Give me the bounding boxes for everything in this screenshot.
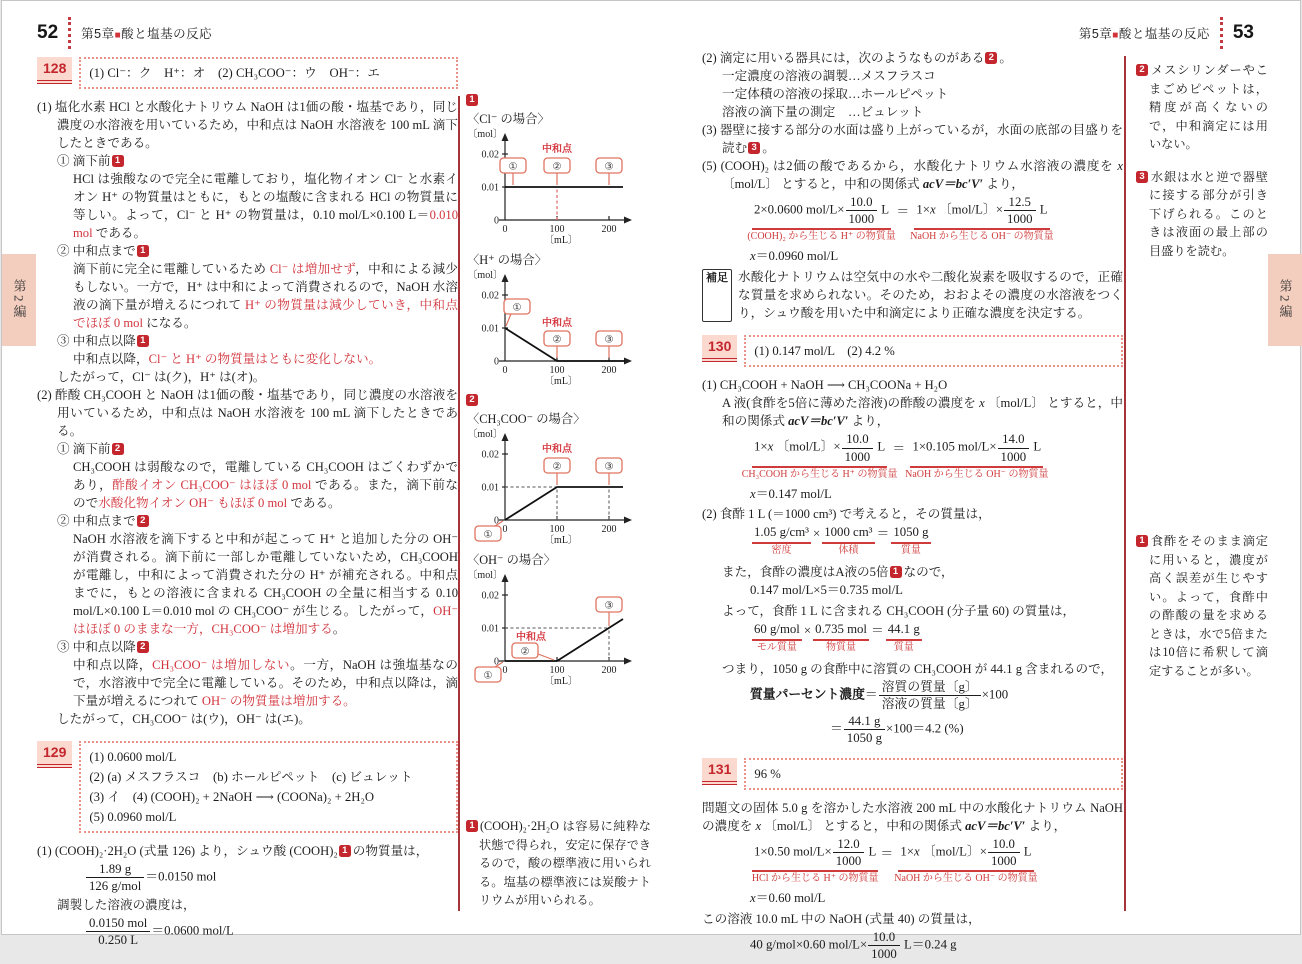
formula: x＝0.60 mol/L bbox=[750, 891, 826, 906]
page-number-left: 52 bbox=[37, 22, 59, 43]
answer-line: (5) 0.0960 mol/L bbox=[89, 810, 177, 824]
formula: 質量パーセント濃度＝ $\frac{\text{溶質の質量〔g〕}}{\text{溶液の質量〔g〕}}$ ×100 bbox=[750, 679, 1009, 712]
svg-text:0: 0 bbox=[502, 524, 508, 535]
callout-balloon bbox=[596, 331, 622, 358]
note-marker-icon: 2 bbox=[137, 515, 149, 527]
svg-text:②: ② bbox=[520, 646, 530, 658]
svg-text:②: ② bbox=[552, 161, 562, 173]
neutral-point-label: 中和点 bbox=[542, 444, 572, 455]
graph-ch3coo-chart bbox=[465, 428, 647, 546]
formula: 0.147 mol/L×5＝0.735 mol/L bbox=[750, 583, 903, 598]
textbook-spread bbox=[1, 0, 1301, 961]
solution-paragraph: 中和点以降，CH₃COO⁻ は増加しない。一方，NaOH は強塩基なので，水溶液中で完全に電離している。そのため，中和点以降は，滴下量が増えるにつれて OH⁻ の物質量は増加する。 bbox=[73, 658, 458, 708]
answer-box bbox=[744, 335, 1123, 367]
solution-paragraph: つまり，1050 g の食酢中に溶質の CH₃COOH が 44.1 g 含まれるので， bbox=[722, 661, 1114, 676]
svg-text:100: 100 bbox=[549, 524, 565, 535]
callout-balloon bbox=[500, 158, 526, 185]
note-marker-icon: 1 bbox=[890, 566, 902, 578]
svg-text:〔mL〕: 〔mL〕 bbox=[544, 676, 578, 687]
column-rule-left bbox=[458, 96, 460, 911]
problem-131-answer bbox=[702, 758, 1123, 790]
edition-tab-right: 第2編 bbox=[1268, 254, 1302, 346]
note-marker-icon: 1 bbox=[466, 94, 478, 106]
answer-line: (2) (a) メスフラスコ (b) ホールピペット (c) ビュレット bbox=[89, 770, 413, 784]
note-marker-icon: 1 bbox=[137, 335, 149, 347]
answer-line: (1) Cl⁻：ク H⁺：オ (2) CH₃COO⁻：ウ OH⁻：エ bbox=[89, 66, 380, 80]
solution-paragraph: (1) 塩化水素 HCl と水酸化ナトリウム NaOH は1価の酸・塩基であり，同じ濃度の水溶液を用いているため，中和点は NaOH 水溶液を 100 mL 滴下したときである。 bbox=[37, 100, 458, 150]
chapter-title-right: 第5章■酸と塩基の反応 bbox=[1078, 27, 1210, 41]
supplement-label: 補足 bbox=[702, 269, 732, 322]
svg-text:0: 0 bbox=[502, 665, 508, 676]
right-margin-column bbox=[1135, 61, 1268, 680]
left-main-column bbox=[37, 57, 458, 950]
left-page-header bbox=[37, 17, 212, 49]
solution-paragraph: 調製した溶液の濃度は， bbox=[57, 898, 196, 913]
formula: x＝0.0960 mol/L bbox=[750, 249, 839, 264]
svg-text:0: 0 bbox=[494, 215, 499, 227]
neutral-point-label: 中和点 bbox=[542, 144, 572, 155]
svg-text:200: 200 bbox=[601, 665, 617, 676]
supplement-note bbox=[702, 268, 1123, 322]
solution-conclusion: したがって，CH₃COO⁻ は(ウ)，OH⁻ は(エ)。 bbox=[57, 712, 311, 726]
svg-text:0: 0 bbox=[494, 356, 499, 368]
svg-text:〔mol〕: 〔mol〕 bbox=[467, 570, 503, 581]
neutral-point-label: 中和点 bbox=[542, 318, 572, 329]
problem-number-badge: 130 bbox=[702, 335, 737, 362]
solution-paragraph: HCl は強酸なので完全に電離しており，塩化物イオン Cl⁻ と水素イオン H⁺ の物質量はともに，もとの塩酸に含まれる HCl の物質量に等しい。よって，Cl⁻ と H⁺ の物質量は，0.10 mol/L×0.100 L＝0.010 mol である。 bbox=[73, 172, 458, 240]
note-marker-icon: 2 bbox=[985, 52, 997, 64]
callout-balloon bbox=[596, 158, 622, 185]
svg-text:200: 200 bbox=[601, 524, 617, 535]
solution-step-heading: ① 滴下前 1 bbox=[37, 152, 458, 170]
graph-cl-chart bbox=[465, 128, 647, 246]
header-divider-icon bbox=[1220, 17, 1223, 49]
svg-text:①: ① bbox=[512, 302, 522, 314]
svg-text:〔mL〕: 〔mL〕 bbox=[544, 535, 578, 546]
graph-oh-chart bbox=[465, 569, 647, 687]
svg-text:0.01: 0.01 bbox=[481, 623, 499, 635]
svg-text:0: 0 bbox=[494, 515, 499, 527]
graph-title: 〈H⁺ の場合〉 bbox=[467, 253, 547, 267]
right-main-column bbox=[702, 49, 1123, 964]
graph-title: 〈CH₃COO⁻ の場合〉 bbox=[467, 412, 586, 426]
solution-paragraph: この溶液 10.0 mL 中の NaOH (式量 40) の質量は， bbox=[702, 911, 981, 926]
problem-number-badge: 129 bbox=[37, 741, 72, 768]
answer-line: (3) イ (4) (COOH)₂ + 2NaOH ⟶ (COONa)₂ + 2H₂O bbox=[89, 790, 375, 804]
note-marker-icon: 2 bbox=[466, 394, 478, 406]
note-marker-icon: 1 bbox=[1136, 535, 1148, 547]
chapter-title-left: 第5章■酸と塩基の反応 bbox=[81, 27, 213, 41]
right-page-header bbox=[702, 17, 1254, 49]
callout-balloon bbox=[596, 458, 622, 485]
callout-balloon bbox=[504, 299, 530, 326]
answer-line: 96 % bbox=[754, 767, 781, 782]
problem-number-badge: 131 bbox=[702, 758, 737, 785]
note-marker-icon: 2 bbox=[112, 443, 124, 455]
graph-title: 〈Cl⁻ の場合〉 bbox=[467, 112, 550, 126]
solution-conclusion: したがって，Cl⁻ は(ク)，H⁺ は(オ)。 bbox=[57, 370, 266, 384]
svg-text:0: 0 bbox=[494, 656, 499, 668]
solution-step-heading: ② 中和点まで 2 bbox=[37, 512, 458, 530]
svg-text:③: ③ bbox=[604, 600, 614, 612]
svg-text:③: ③ bbox=[604, 161, 614, 173]
formula: 2×0.0600 mol/L× $\frac{10.0}{1000}$ L (COOH)₂ から生じる H⁺ の物質量 ＝ 1×x 〔mol/L〕× $\frac{12.5}{1000}$ L NaOH から生じる OH⁻ の物質量 bbox=[747, 195, 1054, 243]
solution-paragraph: (2) 酢酸 CH₃COOH と NaOH は1価の酸・塩基であり，同じ濃度の水溶液を用いているため，中和点は NaOH 水溶液を 100 mL 滴下したときである。 bbox=[37, 388, 458, 438]
svg-text:100: 100 bbox=[549, 224, 565, 235]
svg-text:0.02: 0.02 bbox=[481, 149, 499, 161]
formula: 1×x 〔mol/L〕× $\frac{10.0}{1000}$ L CH₃COOH から生じる H⁺ の物質量 ＝ 1×0.105 mol/L× $\frac{14.0}{1000}$ L NaOH から生じる OH⁻ の物質量 bbox=[741, 432, 1049, 480]
svg-text:0: 0 bbox=[502, 365, 508, 376]
solution-step-heading: ③ 中和点以降 2 bbox=[37, 638, 458, 656]
page-number-right: 53 bbox=[1232, 22, 1254, 43]
solution-step-heading: ① 滴下前 2 bbox=[37, 440, 458, 458]
solution-step-heading: ② 中和点まで 1 bbox=[37, 242, 458, 260]
solution-paragraph: A 液(食酢を5倍に薄めた溶液)の酢酸の濃度を x 〔mol/L〕 とすると，中和の関係式 acV＝bc′V′ より， bbox=[722, 396, 1123, 429]
supplement-text: 水酸化ナトリウムは空気中の水や二酸化炭素を吸収するので，正確な質量を求められない。そのため，おおよその濃度の水溶液をつくり，シュウ酸を用いた中和滴定により正確な濃度を決定する。 bbox=[738, 270, 1123, 321]
solution-paragraph: (2) 食酢 1 L (＝1000 cm³) で考えると，その質量は， bbox=[702, 506, 991, 521]
solution-paragraph: 中和点以降，Cl⁻ と H⁺ の物質量はともに変化しない。 bbox=[73, 352, 382, 366]
svg-text:100: 100 bbox=[549, 665, 565, 676]
margin-note: 1 (COOH)₂·2H₂O は容易に純粋な状態で得られ，安定に保存できるので，酸の標準液に用いられる。塩基の標準液には炭酸ナトリウムが用いられる。 bbox=[465, 817, 651, 910]
answer-line: (1) 0.147 mol/L (2) 4.2 % bbox=[754, 344, 895, 359]
solution-paragraph: (1) (COOH)₂·2H₂O (式量 126) より，シュウ酸 (COOH)₂ 1 の物質量は， bbox=[37, 844, 429, 858]
note-marker-icon: 2 bbox=[137, 641, 149, 653]
answer-box bbox=[79, 741, 458, 833]
callout-balloon bbox=[512, 643, 554, 660]
neutral-point-label: 中和点 bbox=[516, 632, 546, 643]
graph-title: 〈OH⁻ の場合〉 bbox=[467, 553, 556, 567]
margin-note: 1 食酢をそのまま滴定に用いると，濃度が高く誤差が生じやすい。よって，食酢中の酢酸の量を求めるときは，水で5倍または10倍に希釈して滴定することが多い。 bbox=[1135, 532, 1268, 680]
callout-balloon bbox=[544, 458, 570, 485]
margin-note: 2 メスシリンダーやこまごめピペットは，精度が高くないので，中和滴定には用いない。 bbox=[1135, 61, 1268, 154]
solution-list-item: 一定体積の溶液の採取…ホールピペット bbox=[722, 87, 949, 101]
svg-text:〔mL〕: 〔mL〕 bbox=[544, 376, 578, 387]
svg-text:200: 200 bbox=[601, 365, 617, 376]
svg-text:①: ① bbox=[508, 161, 518, 173]
note-marker-icon: 1 bbox=[137, 245, 149, 257]
callout-balloon bbox=[544, 158, 570, 185]
solution-paragraph: (2) 滴定に用いる器具には，次のようなものがある 2 。 bbox=[702, 51, 1012, 65]
svg-text:〔mol〕: 〔mol〕 bbox=[467, 270, 503, 281]
callout-balloon bbox=[544, 331, 570, 358]
formula: $\frac{\text{0.0150 mol}}{0.250 L}$ ＝0.0600 mol/L bbox=[37, 916, 458, 947]
solution-paragraph: (1) CH₃COOH + NaOH ⟶ CH₃COONa + H₂O bbox=[702, 378, 948, 393]
problem-130-answer bbox=[702, 335, 1123, 367]
problem-129-answer bbox=[37, 741, 458, 833]
svg-text:0: 0 bbox=[502, 224, 508, 235]
note-marker-icon: 2 bbox=[1136, 64, 1148, 76]
note-marker-icon: 1 bbox=[466, 820, 478, 832]
formula: 40 g/mol×0.60 mol/L× $\frac{10.0}{1000}$ L＝0.24 g bbox=[750, 929, 957, 961]
note-marker-icon: 3 bbox=[1136, 171, 1148, 183]
svg-text:③: ③ bbox=[604, 334, 614, 346]
solution-paragraph: 滴下前に完全に電離しているため Cl⁻ は増加せず，中和による減少もしない。一方で，H⁺ は中和によって消費されるので，NaOH 水溶液の滴下量が増えるにつれて H⁺ の物質量は減少していき，中和点でほぼ 0 mol になる。 bbox=[73, 262, 458, 330]
problem-number-badge: 128 bbox=[37, 57, 72, 84]
graph-h-chart bbox=[465, 269, 647, 387]
formula: 1×0.50 mol/L× $\frac{12.0}{1000}$ L HCl から生じる H⁺ の物質量 ＝ 1×x 〔mol/L〕× $\frac{10.0}{1000}$ L NaOH から生じる OH⁻ の物質量 bbox=[751, 837, 1038, 885]
svg-text:0.02: 0.02 bbox=[481, 290, 499, 302]
solution-paragraph: 問題文の固体 5.0 g を溶かした水溶液 200 mL 中の水酸化ナトリウム NaOH の濃度を x 〔mol/L〕 とすると，中和の関係式 acV＝bc′V′ より， bbox=[702, 801, 1123, 834]
formula: $\frac{1.89 g}{\text{126 g/mol}}$ ＝0.0150 mol bbox=[37, 862, 458, 893]
formula: 1.05 g/cm³ 密度 × 1000 cm³ 体積 ＝ 1050 g 質量 bbox=[754, 524, 929, 557]
svg-text:0.02: 0.02 bbox=[481, 449, 499, 461]
svg-text:〔mol〕: 〔mol〕 bbox=[467, 429, 503, 440]
svg-text:0.01: 0.01 bbox=[481, 482, 499, 494]
callout-balloon bbox=[475, 662, 503, 682]
solution-paragraph: また，食酢の濃度はA液の5倍 1 なので， bbox=[722, 565, 954, 580]
solution-paragraph: (5) (COOH)₂ は2価の酸であるから，水酸化ナトリウム水溶液の濃度を x 〔mol/L〕 とすると，中和の関係式 acV＝bc′V′ より， bbox=[702, 159, 1123, 191]
formula: 60 g/mol モル質量 × 0.735 mol 物質量 ＝ 44.1 g 質量 bbox=[754, 621, 920, 653]
solution-list-item: 溶液の滴下量の測定 …ビュレット bbox=[722, 105, 924, 119]
svg-text:③: ③ bbox=[604, 461, 614, 473]
svg-text:0.02: 0.02 bbox=[481, 590, 499, 602]
svg-text:〔mol〕: 〔mol〕 bbox=[467, 129, 503, 140]
solution-paragraph: (3) 器壁に接する部分の水面は盛り上がっているが，水面の底部の目盛りを読む 3 。 bbox=[702, 123, 1123, 155]
solution-paragraph: CH₃COOH は弱酸なので，電離している CH₃COOH はごくわずかであり，酢酸イオン CH₃COO⁻ はほぼ 0 mol である。また，滴下前なので水酸化物イオン OH⁻ もほぼ 0 mol である。 bbox=[73, 460, 459, 510]
solution-step-heading: ③ 中和点以降 1 bbox=[37, 332, 458, 350]
note-marker-icon: 1 bbox=[112, 155, 124, 167]
answer-box bbox=[79, 57, 458, 89]
margin-note: 3 水銀は水と逆で器壁に接する部分が引き下げられる。このときは液面の最上部の目盛りを読む。 bbox=[1135, 168, 1268, 261]
svg-text:①: ① bbox=[483, 670, 493, 682]
svg-text:②: ② bbox=[552, 334, 562, 346]
side-graph-column bbox=[465, 91, 651, 910]
svg-text:①: ① bbox=[483, 529, 493, 541]
answer-line: (1) 0.0600 mol/L bbox=[89, 750, 177, 764]
solution-list-item: 一定濃度の溶液の調製…メスフラスコ bbox=[722, 69, 936, 83]
problem-128-answer bbox=[37, 57, 458, 89]
edition-tab-left: 第2編 bbox=[2, 254, 36, 346]
formula: x＝0.147 mol/L bbox=[750, 486, 832, 501]
svg-text:〔mL〕: 〔mL〕 bbox=[544, 235, 578, 246]
svg-text:100: 100 bbox=[549, 365, 565, 376]
note-marker-icon: 1 bbox=[339, 845, 351, 857]
solution-paragraph: NaOH 水溶液を滴下すると中和が起こって H⁺ と追加した分の OH⁻ が消費される。滴下前に一部しか電離していないため，CH₃COOH が電離し，中和によって消費された分の H⁺ が補充される。中和点までに，もとの溶液に含まれる CH₃COOH の全量に相当する 0.10 mol/L×0.100 L＝0.010 mol の CH₃COO⁻ が生じる。したがって，OH⁻ はほぼ 0 のままな一方，CH₃COO⁻ は増加する。 bbox=[73, 532, 458, 636]
column-rule-right bbox=[1124, 56, 1126, 911]
solution-paragraph: よって，食酢 1 L に含まれる CH₃COOH (分子量 60) の質量は， bbox=[722, 603, 1076, 618]
callout-balloon bbox=[475, 521, 503, 541]
svg-text:②: ② bbox=[552, 461, 562, 473]
header-divider-icon bbox=[68, 17, 71, 49]
answer-box bbox=[744, 758, 1123, 790]
formula: ＝ $\frac{44.1 g}{1050 g}$ ×100＝4.2 (%) bbox=[830, 714, 964, 746]
note-marker-icon: 3 bbox=[748, 142, 760, 154]
svg-text:200: 200 bbox=[601, 224, 617, 235]
svg-text:0.01: 0.01 bbox=[481, 182, 499, 194]
svg-text:0.01: 0.01 bbox=[481, 323, 499, 335]
